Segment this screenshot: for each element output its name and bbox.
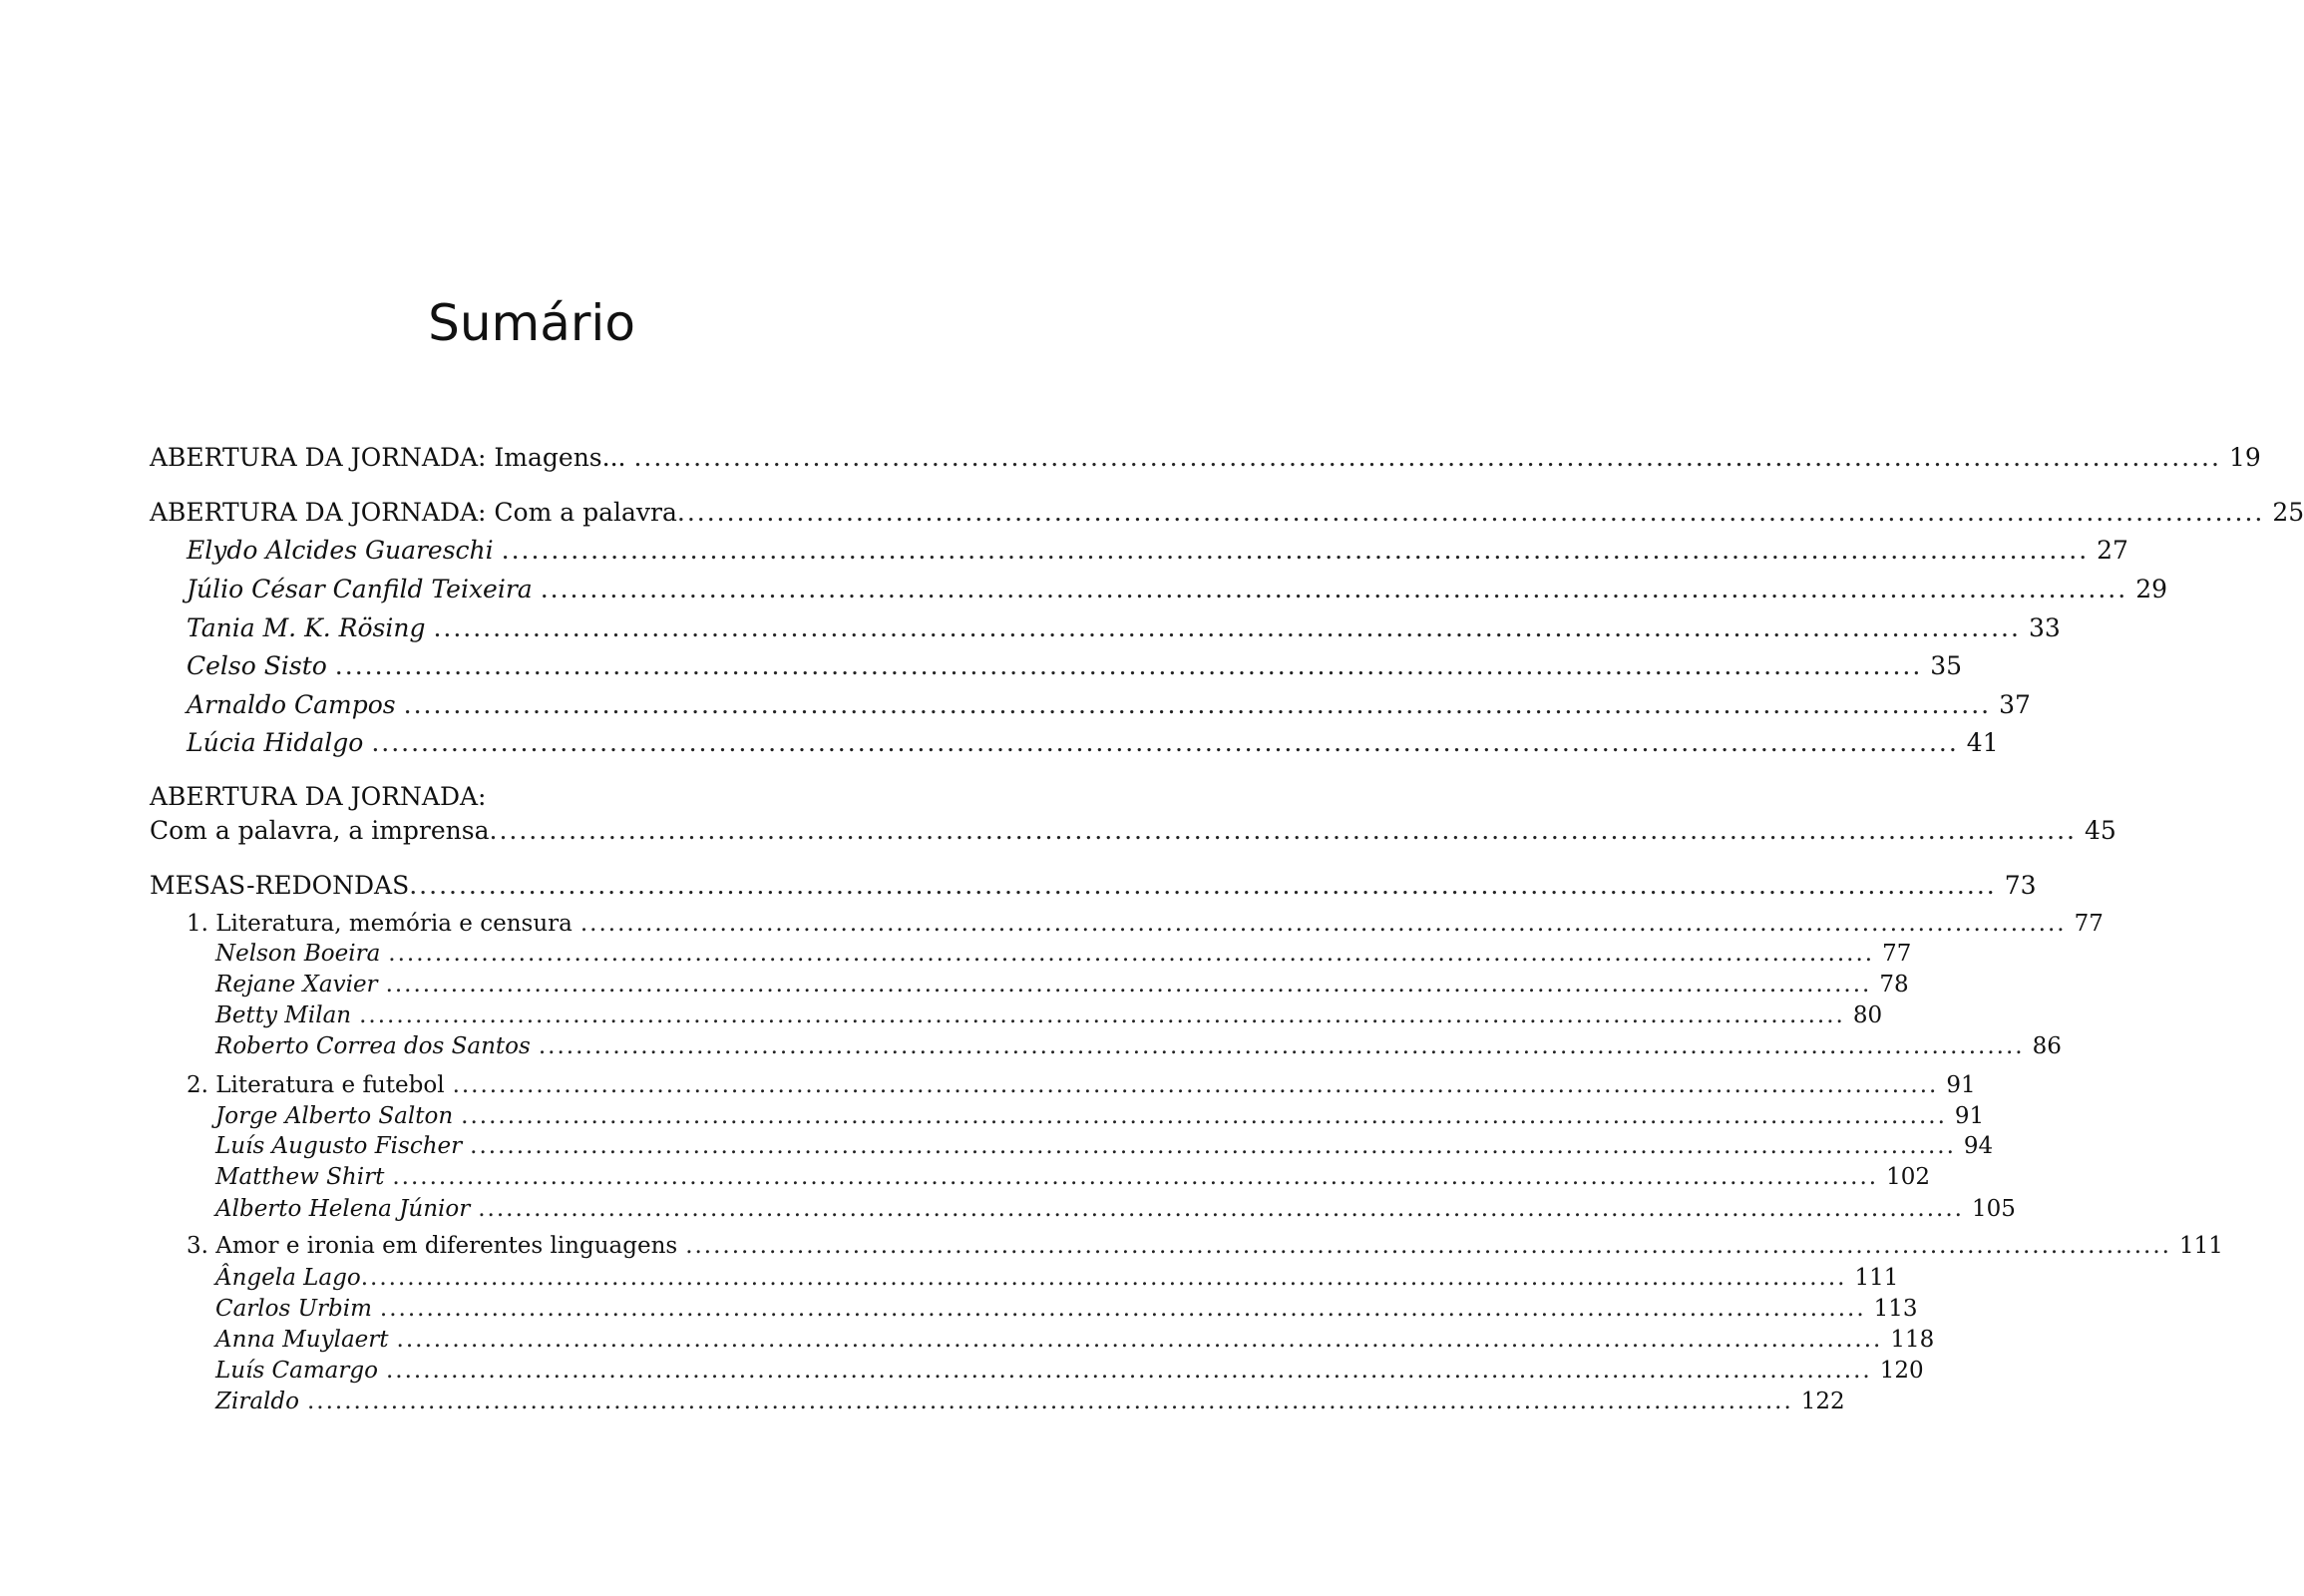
toc-entry-page: 25	[2272, 498, 2304, 527]
toc-entry	[215, 1002, 1883, 1028]
toc-entry-label: Celso Sisto	[187, 651, 327, 680]
leader-dots: ................................................................................................................................................................	[388, 941, 1875, 967]
toc-entry-label: ABERTURA DA JORNADA: Com a palavra	[150, 498, 677, 527]
toc-entry-label: Ziraldo	[215, 1389, 299, 1414]
toc-entry-label: Júlio César Canfild Teixeira	[187, 575, 533, 603]
toc-entry-page: 91	[1954, 1103, 1985, 1129]
toc-entry-page: 102	[1886, 1164, 1931, 1190]
leader-dots: ................................................................................................................................................................	[403, 690, 1992, 719]
toc-entry-label: Alberto Helena Júnior	[215, 1196, 471, 1222]
toc-entry-page: 35	[1930, 651, 1963, 680]
toc-entry-page: 33	[2028, 613, 2061, 642]
toc-entry-label: 3. Amor e ironia em diferentes linguagens	[187, 1233, 678, 1259]
leader-dots: ................................................................................................................................................................	[540, 575, 2128, 603]
toc-entry	[215, 1296, 1918, 1322]
toc-entry-page: 29	[2135, 575, 2167, 603]
toc-entry	[215, 1358, 1924, 1384]
toc-entry	[187, 613, 2061, 642]
toc-entry-page: 78	[1879, 972, 1909, 998]
toc-entry-label: Luís Camargo	[215, 1358, 378, 1384]
toc-entry	[187, 651, 1963, 680]
toc-entry-label: Anna Muylaert	[215, 1327, 389, 1353]
leader-dots: ................................................................................................................................................................	[470, 1133, 1956, 1159]
toc-heading	[150, 782, 878, 811]
leader-dots: ................................................................................................................................................................	[379, 1296, 1866, 1322]
toc-entry	[150, 871, 2037, 900]
leader-dots: ................................................................................................................................................................	[579, 911, 2067, 937]
toc-entry-label: MESAS-REDONDAS	[150, 871, 410, 900]
toc-entry-label: Com a palavra, a imprensa	[150, 816, 490, 845]
toc-entry-page: 41	[1966, 728, 1999, 757]
toc-entry-label: 2. Literatura e futebol	[187, 1072, 445, 1098]
leader-dots: ................................................................................................................................................................	[334, 651, 1923, 680]
toc-entry-page: 118	[1890, 1327, 1935, 1353]
toc-entry	[150, 816, 2116, 845]
leader-dots: ................................................................................................................................................................	[452, 1072, 1939, 1098]
toc-entry-label: Elydo Alcides Guareschi	[187, 536, 494, 565]
page-title: Sumário	[428, 294, 635, 352]
toc-entry-page: 45	[2085, 816, 2116, 845]
toc-entry-page: 105	[1971, 1196, 2016, 1222]
toc-entry-page: 94	[1963, 1133, 1994, 1159]
toc-entry-label: Rejane Xavier	[215, 972, 378, 998]
toc-entry	[215, 1103, 1985, 1129]
leader-dots: ................................................................................................................................................................	[478, 1196, 1964, 1222]
leader-dots: ................................................................................................................................................................	[306, 1389, 1793, 1414]
toc-entry-label: Luís Augusto Fischer	[215, 1133, 463, 1159]
toc-entry	[187, 536, 2128, 565]
toc-entry-label: Lúcia Hidalgo	[187, 728, 364, 757]
toc-entry	[215, 1265, 1899, 1291]
toc-entry	[215, 1164, 1931, 1190]
toc-entry-label: Tania M. K. Rösing	[187, 613, 426, 642]
toc-entry-page: 73	[2004, 871, 2037, 900]
leader-dots: ................................................................................................................................................................	[633, 443, 2221, 472]
toc-entry	[150, 443, 2261, 472]
toc-entry-page: 111	[1854, 1265, 1899, 1291]
toc-entry-page: 91	[1946, 1072, 1976, 1098]
toc-entry-label: ABERTURA DA JORNADA:	[150, 782, 487, 811]
leader-dots: ................................................................................................................................................................	[501, 536, 2090, 565]
leader-dots: ................................................................................................................................................................	[489, 816, 2077, 845]
toc-entry-label: Ângela Lago	[215, 1265, 361, 1291]
toc-entry-label: Carlos Urbim	[215, 1296, 372, 1322]
leader-dots: ................................................................................................................................................................	[359, 1002, 1845, 1028]
toc-entry	[215, 941, 1912, 967]
toc-entry	[215, 972, 1909, 998]
toc-entry-label: Nelson Boeira	[215, 941, 381, 967]
toc-entry	[215, 1327, 1935, 1353]
leader-dots: ................................................................................................................................................................	[538, 1033, 2025, 1059]
toc-entry-page: 86	[2032, 1033, 2062, 1059]
toc-entry	[187, 575, 2167, 603]
toc-entry-page: 77	[1882, 941, 1912, 967]
toc-entry-page: 122	[1800, 1389, 1845, 1414]
leader-dots: ................................................................................................................................................................	[360, 1265, 1847, 1291]
leader-dots: ................................................................................................................................................................	[385, 972, 1872, 998]
toc-entry	[187, 690, 2031, 719]
leader-dots: ................................................................................................................................................................	[685, 1233, 2171, 1259]
toc-entry	[150, 498, 2304, 527]
toc-entry-page: 19	[2228, 443, 2261, 472]
leader-dots: ................................................................................................................................................................	[461, 1103, 1947, 1129]
toc-section	[187, 1072, 1976, 1098]
leader-dots: ................................................................................................................................................................	[385, 1358, 1872, 1384]
toc-entry	[215, 1389, 1845, 1414]
toc-entry-page: 27	[2097, 536, 2128, 565]
toc-section	[187, 911, 2104, 937]
toc-entry	[215, 1133, 1994, 1159]
leader-dots: ................................................................................................................................................................	[676, 498, 2265, 527]
leader-dots: ................................................................................................................................................................	[396, 1327, 1883, 1353]
leader-dots: ................................................................................................................................................................	[433, 613, 2021, 642]
toc-entry-page: 120	[1879, 1358, 1924, 1384]
toc-entry-page: 37	[1999, 690, 2031, 719]
leader-dots: ................................................................................................................................................................	[409, 871, 1997, 900]
toc-entry-label: Matthew Shirt	[215, 1164, 385, 1190]
leader-dots: ................................................................................................................................................................	[392, 1164, 1879, 1190]
toc-entry-label: Arnaldo Campos	[187, 690, 396, 719]
toc-section	[187, 1233, 2223, 1259]
toc-entry-page: 111	[2178, 1233, 2223, 1259]
toc-entry	[215, 1033, 2062, 1059]
toc-entry	[215, 1196, 2016, 1222]
toc-entry-page: 80	[1852, 1002, 1883, 1028]
toc-entry-label: ABERTURA DA JORNADA: Imagens...	[150, 443, 626, 472]
leader-dots: ................................................................................................................................................................	[371, 728, 1959, 757]
toc-entry-label: Jorge Alberto Salton	[215, 1103, 454, 1129]
toc-entry-page: 77	[2074, 911, 2104, 937]
toc-entry	[187, 728, 1999, 757]
toc-entry-label: Roberto Correa dos Santos	[215, 1033, 531, 1059]
toc-entry-label: 1. Literatura, memória e censura	[187, 911, 573, 937]
toc-entry-page: 113	[1873, 1296, 1918, 1322]
toc-entry-label: Betty Milan	[215, 1002, 352, 1028]
